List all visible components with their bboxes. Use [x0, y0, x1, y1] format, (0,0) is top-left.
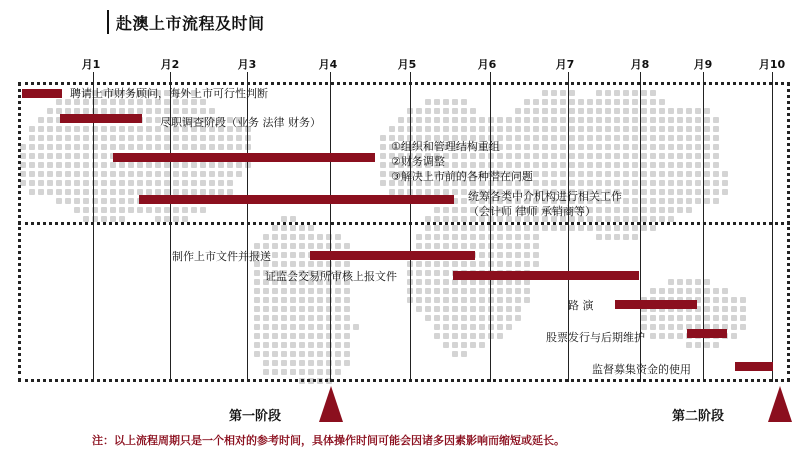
task-label-financial-advisor: 聘请上市财务顾问，海外上市可行性判断 [70, 87, 268, 100]
month-line-4 [330, 72, 331, 382]
month-label-3: 月3 [237, 58, 257, 71]
phase-1-end-marker [319, 386, 343, 422]
task-bar-regulator-review [453, 271, 639, 280]
task-bar-restructuring [113, 153, 375, 162]
task-label-intermediaries-detail: （会计师 律师 承销商等） [468, 205, 596, 218]
month-label-1: 月1 [81, 58, 101, 71]
task-label-restructure-2: ②财务调整 [391, 155, 445, 168]
task-bar-listing-documents [310, 251, 475, 260]
task-label-regulator-review: 证监会交易所审核上报文件 [265, 270, 397, 283]
page-title: 赴澳上市流程及时间 [116, 14, 265, 33]
task-bar-intermediaries [139, 195, 454, 204]
month-label-9: 月9 [693, 58, 713, 71]
task-label-share-issuance: 股票发行与后期维护 [546, 331, 645, 344]
task-label-restructure-3: ③解决上市前的各种潜在问题 [391, 170, 533, 183]
month-line-6 [490, 72, 491, 382]
month-label-4: 月4 [318, 58, 338, 71]
title-accent-bar [107, 10, 109, 34]
task-label-roadshow: 路 演 [568, 299, 594, 312]
month-label-8: 月8 [630, 58, 650, 71]
month-line-10 [772, 72, 773, 382]
task-bar-fund-supervision [735, 362, 773, 371]
task-bar-financial-advisor [22, 89, 62, 98]
task-label-intermediaries: 统筹各类中介机构进行相关工作 [468, 190, 622, 203]
month-label-5: 月5 [397, 58, 417, 71]
month-label-2: 月2 [160, 58, 180, 71]
phase-2-end-marker [768, 386, 792, 422]
month-line-5 [410, 72, 411, 382]
month-label-10: 月10 [758, 58, 786, 71]
timeline-frame [18, 82, 790, 382]
task-label-due-diligence: 尽职调查阶段（业务 法律 财务） [160, 116, 321, 129]
task-label-listing-documents: 制作上市文件并报送 [172, 250, 271, 263]
task-label-fund-supervision: 监督募集资金的使用 [592, 363, 691, 376]
task-bar-due-diligence [60, 114, 142, 123]
footnote: 注：以上流程周期只是一个相对的参考时间，具体操作时间可能会因诸多因素影响而缩短或延长。 [92, 434, 565, 447]
phase-separator [18, 222, 790, 225]
task-label-restructure-1: ①组织和管理结构重组 [391, 140, 500, 153]
month-label-6: 月6 [477, 58, 497, 71]
month-label-7: 月7 [555, 58, 575, 71]
task-bar-roadshow [615, 300, 697, 309]
task-bar-share-issuance [687, 329, 727, 338]
phase-2-label: 第二阶段 [672, 409, 725, 424]
phase-1-label: 第一阶段 [229, 409, 282, 424]
